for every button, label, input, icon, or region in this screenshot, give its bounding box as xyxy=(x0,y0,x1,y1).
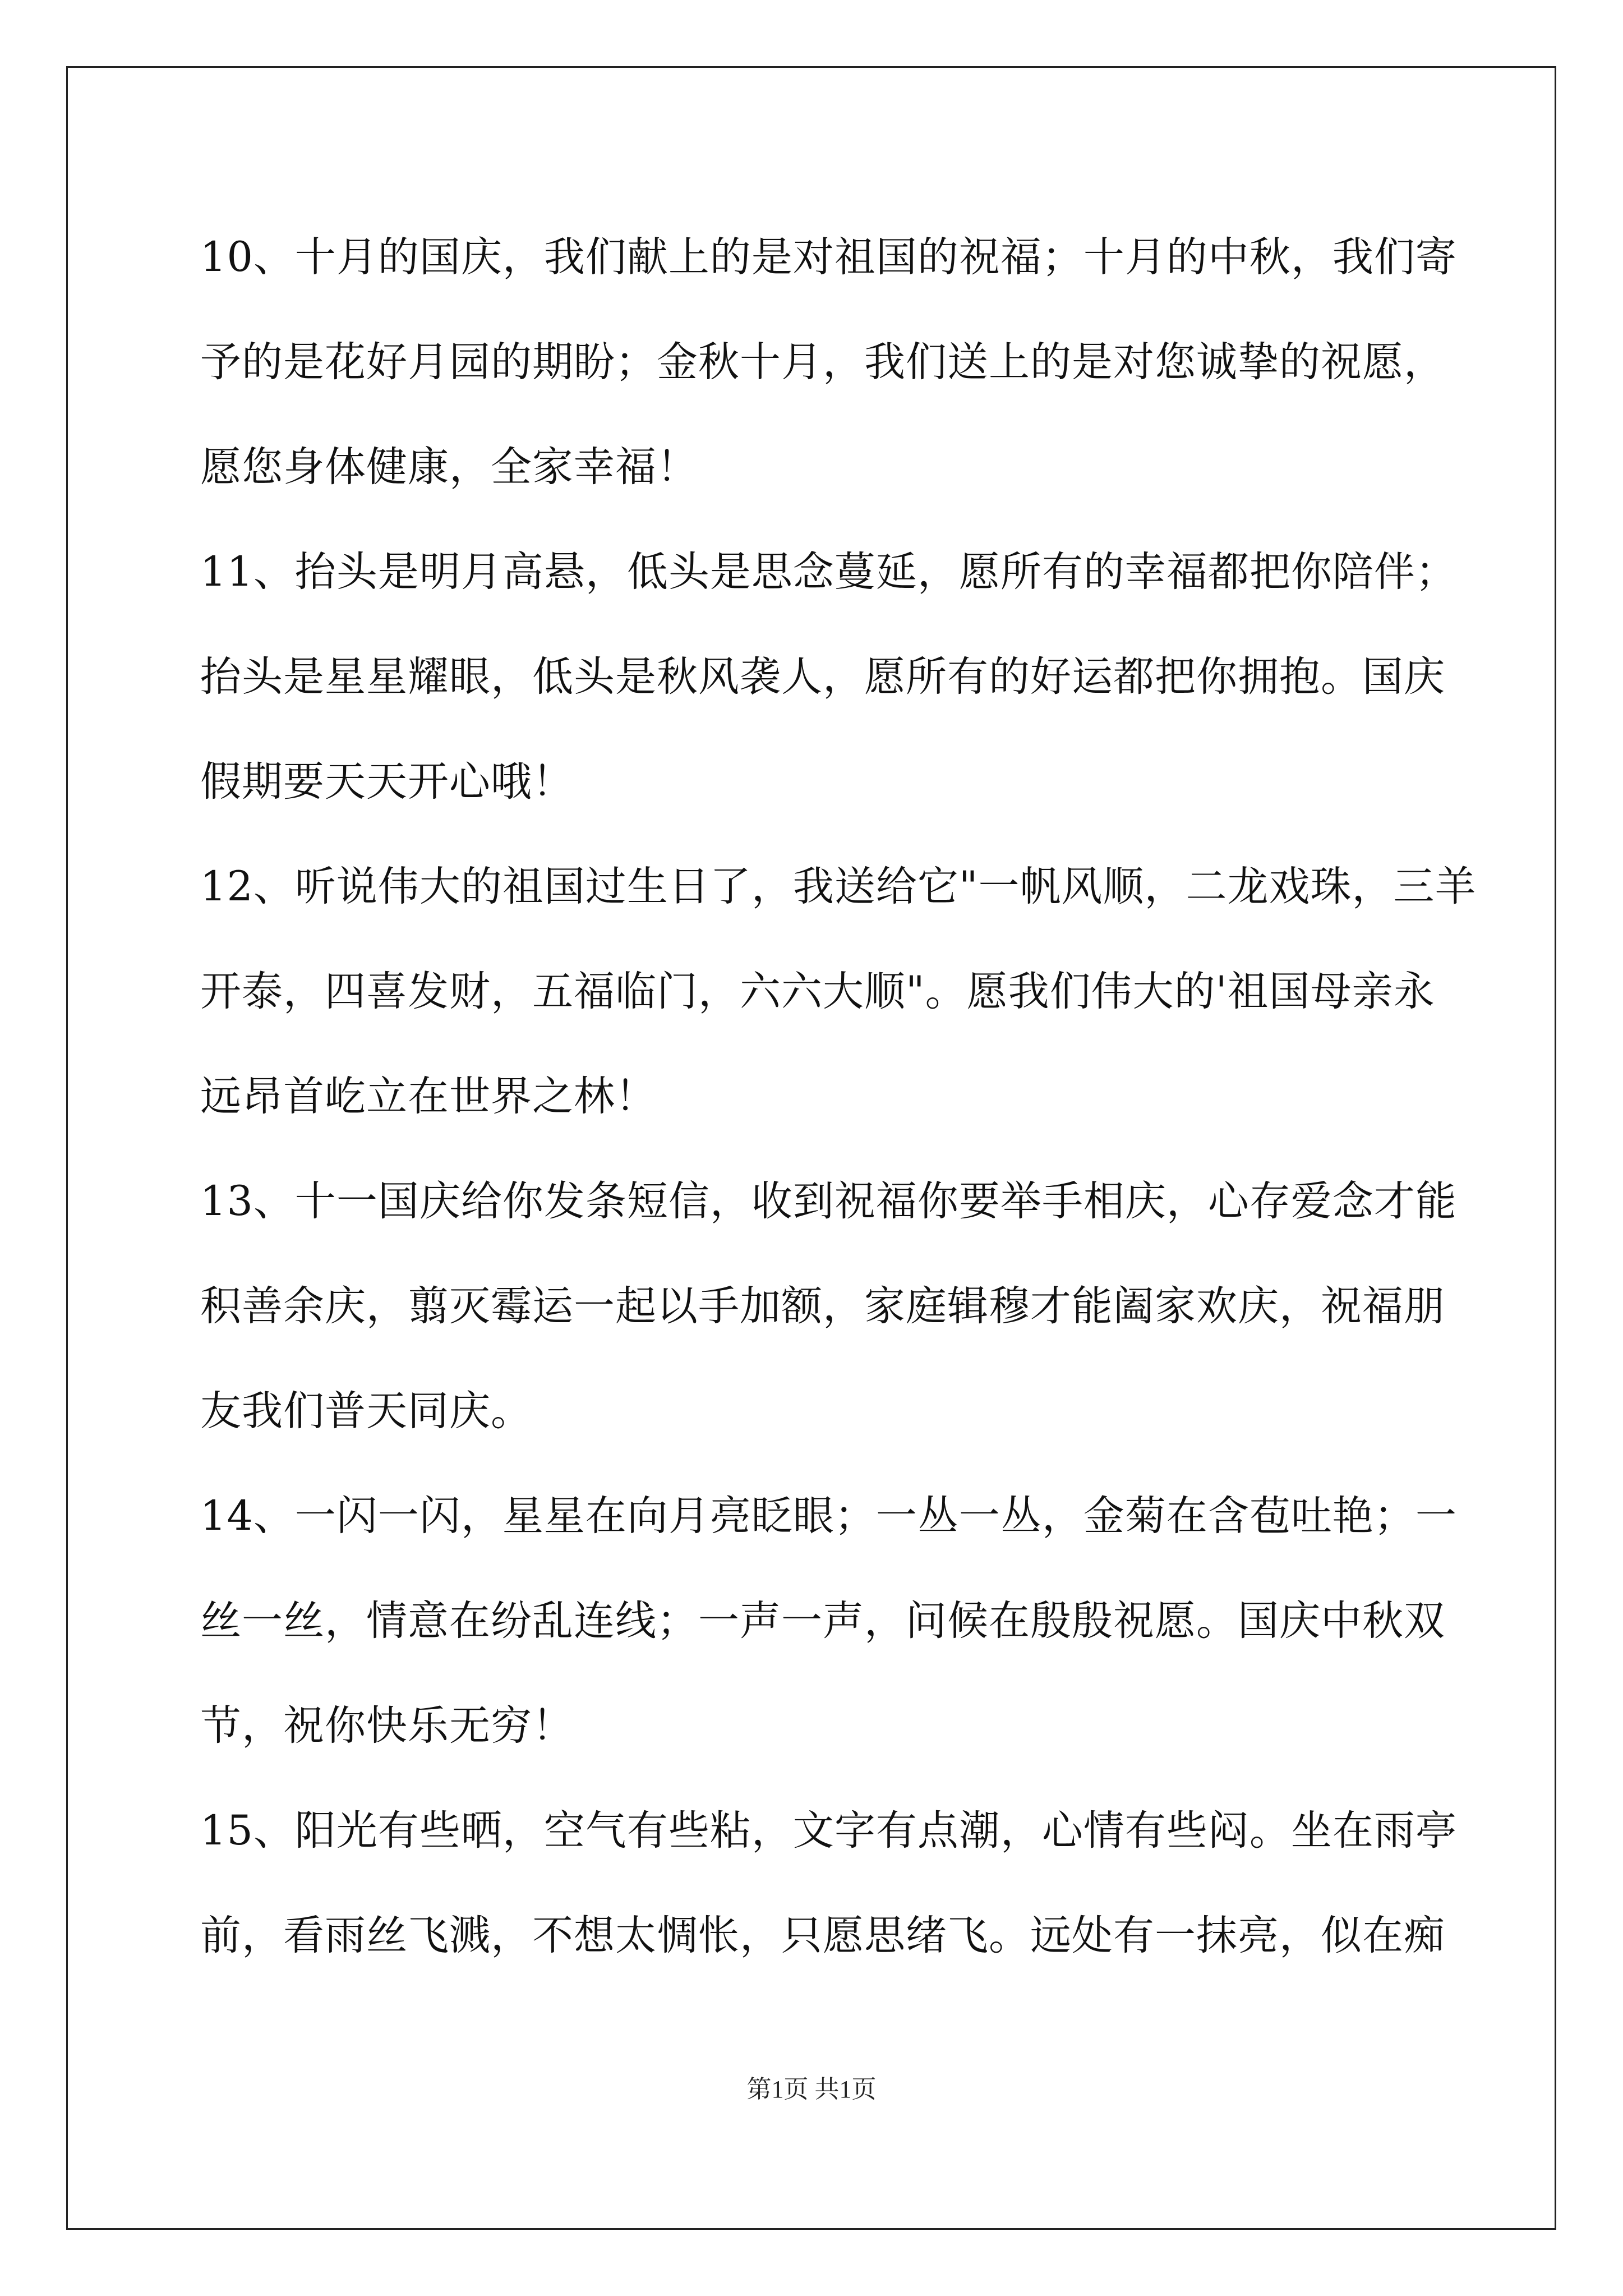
text-line: 开泰，四喜发财，五福临门，六六大顺"。愿我们伟大的'祖国母亲永 xyxy=(200,968,1435,1015)
text-line: 予的是花好月园的期盼；金秋十月，我们送上的是对您诚挚的祝愿， xyxy=(200,338,1445,386)
text-line: 13、十一国庆给你发条短信，收到祝福你要举手相庆，心存爱念才能 xyxy=(200,1177,1457,1225)
text-line: 积善余庆，翦灭霉运一起以手加额，家庭辑穆才能阖家欢庆，祝福朋 xyxy=(200,1282,1445,1330)
text-line: 11、抬头是明月高悬，低头是思念蔓延，愿所有的幸福都把你陪伴； xyxy=(200,548,1457,596)
page-footer: 第1页 共1页 xyxy=(746,2076,877,2103)
text-line: 抬头是星星耀眼，低头是秋风袭人，愿所有的好运都把你拥抱。国庆 xyxy=(200,653,1445,701)
text-line: 友我们普天同庆。 xyxy=(200,1387,532,1435)
text-line: 12、听说伟大的祖国过生日了，我送给它"一帆风顺，二龙戏珠，三羊 xyxy=(200,863,1477,910)
text-line: 远昂首屹立在世界之林！ xyxy=(200,1073,657,1120)
text-line: 愿您身体健康，全家幸福！ xyxy=(200,443,698,491)
text-line: 假期要天天开心哦！ xyxy=(200,758,574,806)
text-line: 10、十月的国庆，我们献上的是对祖国的祝福；十月的中秋，我们寄 xyxy=(200,233,1457,281)
text-line: 前，看雨丝飞溅，不想太惆怅，只愿思绪飞。远处有一抹亮，似在痴 xyxy=(200,1912,1445,1959)
text-line: 丝一丝，情意在纷乱连线；一声一声，问候在殷殷祝愿。国庆中秋双 xyxy=(200,1597,1445,1645)
text-line: 14、一闪一闪，星星在向月亮眨眼；一丛一丛，金菊在含苞吐艳；一 xyxy=(200,1492,1457,1540)
text-line: 节，祝你快乐无穷！ xyxy=(200,1702,574,1750)
text-line: 15、阳光有些晒，空气有些粘，文字有点潮，心情有些闷。坐在雨亭 xyxy=(200,1807,1457,1855)
document-body xyxy=(200,205,1477,1988)
